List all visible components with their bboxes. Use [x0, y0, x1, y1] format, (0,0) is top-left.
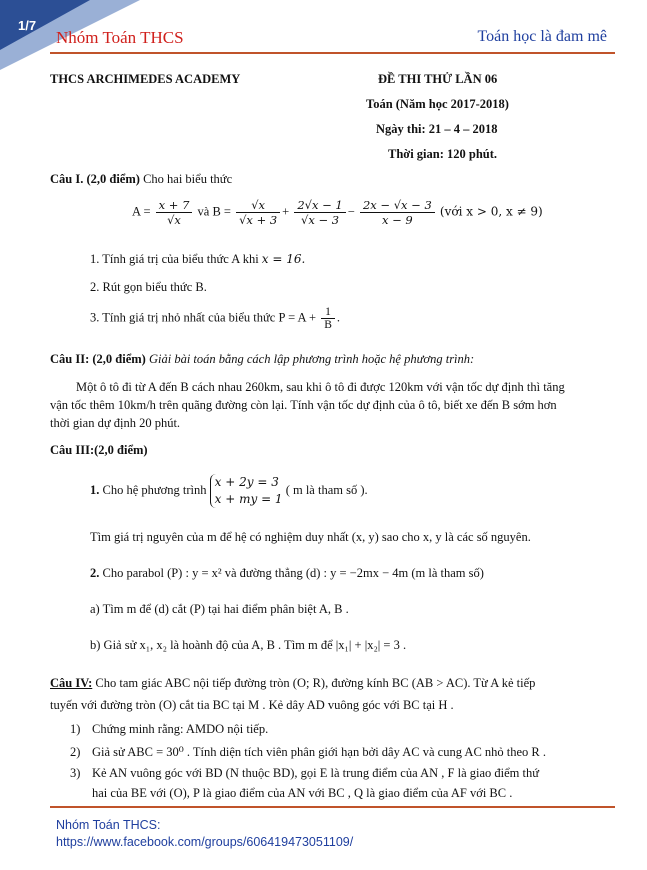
q2-line3: thời gian dự định 20 phút.	[50, 416, 181, 430]
q1-item1: 1. Tính giá trị của biểu thức A khi x = 16.	[90, 252, 306, 266]
exam-subject: Toán (Năm học 2017-2018)	[366, 97, 509, 111]
q3-heading: Câu III:(2,0 điểm)	[50, 443, 148, 457]
expr-a-fraction: $\frac{x + 7}{√x}$	[156, 198, 193, 227]
expr-p: P = A +	[278, 310, 317, 325]
q4-item2: 2) Giả sử ABC = 30⁰ . Tính diện tích viên phân giới hạn bởi dây AC và cung AC nhỏ theo R .	[70, 745, 547, 759]
q3-p1: 1. Cho hệ phương trình x + 2y = 3 x + my = 1 ( m là tham số ).	[90, 475, 368, 506]
header-rule	[50, 52, 615, 54]
q1-intro-line	[50, 172, 232, 187]
q4-line1: Câu IV: Cho tam giác ABC nội tiếp đường tròn (O; R), đường kính BC (AB > AC). Từ A kẻ tiếp	[50, 676, 536, 690]
header-group-name: Nhóm Toán THCS	[56, 28, 184, 47]
q1-heading: Câu I. (2,0 điểm)	[50, 172, 140, 186]
q4-line2: tuyến với đường tròn (O) cắt tia BC tại M . Kẻ dây AD vuông góc với BC tại H .	[50, 698, 454, 712]
q3-p2b: b) Giả sử x₁, x₂ là hoành độ của A, B . Tìm m để |x₁| + |x₂| = 3 .	[90, 638, 407, 652]
expr-b-frac1: $\frac{√x}{√x + 3}$	[236, 198, 280, 227]
q1-item3: 3. Tính giá trị nhỏ nhất của biểu thức P = A + $\frac{1}{B}$ .	[90, 306, 340, 331]
q3-p2a: a) Tìm m để (d) cắt (P) tại hai điểm phân biệt A, B .	[90, 602, 349, 616]
footer-title: Nhóm Toán THCS:	[56, 818, 161, 832]
q2-instruction: Giải bài toán bằng cách lập phương trình hoặc hệ phương trình:	[148, 352, 475, 366]
exam-date: Ngày thi: 21 – 4 – 2018	[376, 122, 498, 136]
q2-line1: Một ô tô đi từ A đến B cách nhau 260km, sau khi ô tô đi được 120km với vận tốc dự định thì tăng	[76, 380, 565, 394]
expr-b-frac3: $\frac{2x - √x - 3}{x - 9}$	[360, 198, 435, 227]
q3-p2: 2. Cho parabol (P) : y = x² và đường thẳng (d) : y = −2mx − 4m (m là tham số)	[90, 566, 484, 580]
q4-item3: 3) Kẻ AN vuông góc với BD (N thuộc BD), gọi E là trung điểm của AN , F là giao điểm thứ	[70, 766, 540, 780]
q4-item1: 1) Chứng minh rằng: AMDO nội tiếp.	[70, 722, 269, 736]
school-name: THCS ARCHIMEDES ACADEMY	[50, 72, 241, 86]
exam-title: ĐỀ THI THỬ LẦN 06	[378, 72, 498, 86]
exam-duration: Thời gian: 120 phút.	[388, 147, 498, 161]
expr-p-fraction: $\frac{1}{B}$	[321, 306, 335, 331]
q1-intro: Cho hai biểu thức	[143, 172, 233, 186]
q1-and: và	[197, 204, 210, 219]
q1-condition: (với x > 0, x ≠ 9)	[439, 204, 543, 219]
q1-item2: 2. Rút gọn biểu thức B.	[90, 280, 207, 294]
q4-item3-cont: hai của BE với (O), P là giao điểm của AN với BC , Q là giao điểm của AF với BC .	[92, 786, 513, 800]
q3-p1-task: Tìm giá trị nguyên của m để hệ có nghiệm duy nhất (x, y) sao cho x, y là các số nguyên.	[90, 530, 531, 544]
q4-heading: Câu IV:	[50, 676, 93, 690]
footer-rule	[50, 806, 615, 808]
header-tagline: Toán học là đam mê	[477, 28, 607, 45]
equation-system: x + 2y = 3 x + my = 1	[210, 474, 283, 508]
footer-link[interactable]: https://www.facebook.com/groups/606419473051109/	[56, 835, 354, 849]
q2-heading-line	[50, 352, 474, 367]
expr-b-label: B =	[212, 204, 231, 219]
page-number: 1/7	[18, 18, 37, 33]
q2-line2: vận tốc thêm 10km/h trên quãng đường còn lại. Tính vận tốc dự định của ô tô, biết xe đến B sớm hơn	[50, 398, 557, 412]
q2-heading: Câu II: (2,0 điểm)	[50, 352, 146, 366]
expr-a-label: A =	[132, 204, 151, 219]
expr-b-frac2: $\frac{2√x - 1}{√x - 3}$	[294, 198, 345, 227]
q1-expressions: A = $\frac{x + 7}{√x}$ và B = $\frac{√x}{√x + 3}$ + $\frac{2√x - 1}{√x - 3}$ − $\frac{2x - √x - 3}{x - 9}$ (với x > 0, x ≠ 9)	[132, 198, 543, 227]
